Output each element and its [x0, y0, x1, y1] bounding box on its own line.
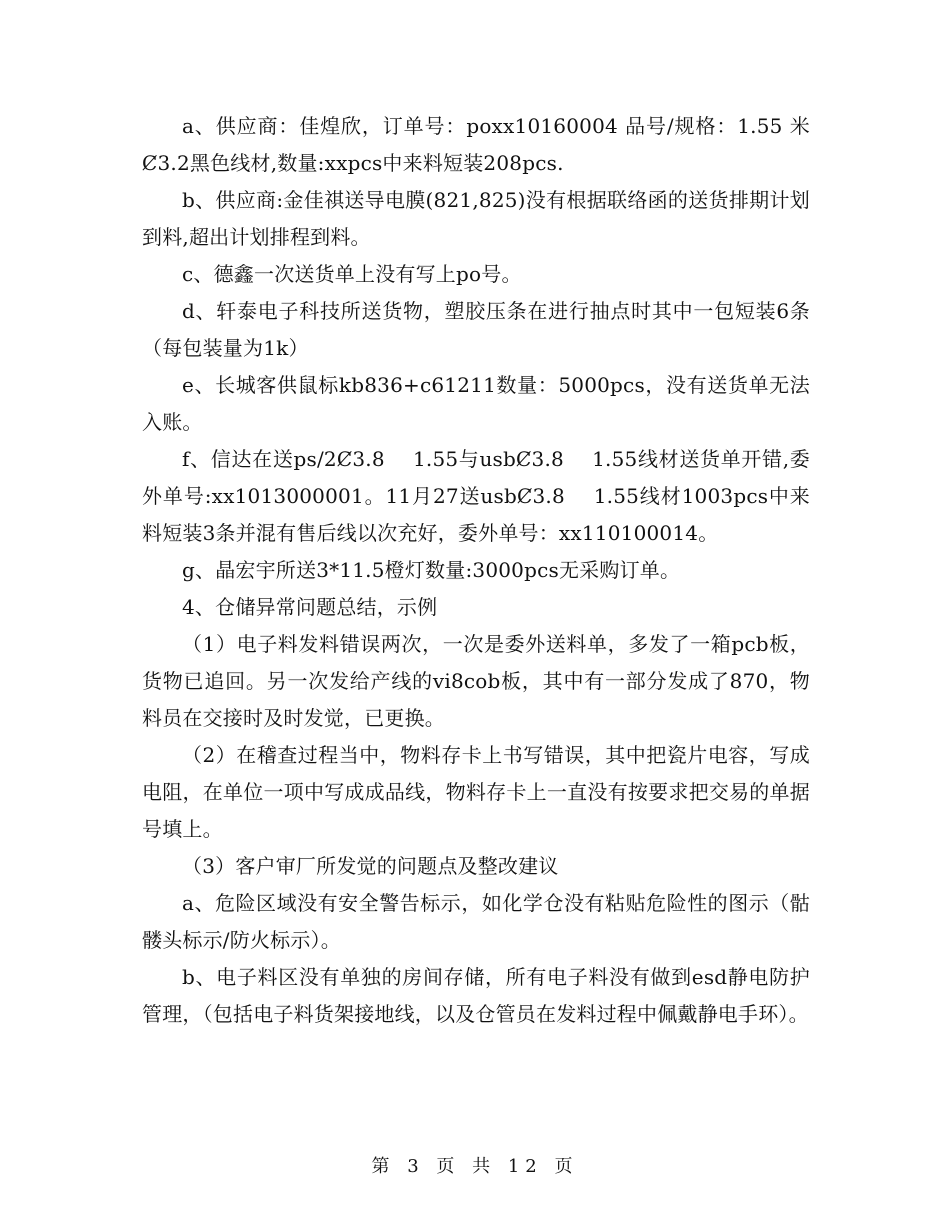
paragraph-supplier-c: c、德鑫一次送货单上没有写上po号。 — [182, 262, 522, 286]
paragraph-supplier-a: a、供应商：佳煌欣，订单号：poxx10160004 品号/规格：1.55 米Ȼ3.2黑色线材,数量:xxpcs中来料短装208pcs. — [142, 114, 810, 175]
paragraph-audit-a: a、危险区域没有安全警告标示，如化学仓没有粘贴危险性的图示（骷髅头标示/防火标示）。 — [142, 891, 810, 952]
paragraph-supplier-e: e、长城客供鼠标kb836+c61211数量：5000pcs，没有送货单无法入账。 — [142, 373, 810, 434]
page-number-footer: 第 3 页 共 12 页 — [371, 1156, 579, 1177]
paragraph-supplier-g: g、晶宏宇所送3*11.5橙灯数量:3000pcs无采购订单。 — [182, 558, 681, 582]
paragraph-item-3: （3）客户审厂所发觉的问题点及整改建议 — [182, 854, 559, 878]
paragraph-item-2: （2）在稽查过程当中，物料存卡上书写错误，其中把瓷片电容，写成电阻，在单位一项中写成成品线，物料存卡上一直没有按要求把交易的单据号填上。 — [142, 743, 810, 841]
paragraph-item-1: （1）电子料发料错误两次，一次是委外送料单，多发了一箱pcb板，货物已追回。另一次发给产线的vi8cob板，其中有一部分发成了870，物料员在交接时及时发觉，已更换。 — [142, 632, 810, 730]
section-heading-storage: 4、仓储异常问题总结，示例 — [182, 595, 438, 619]
paragraph-supplier-d: d、轩泰电子科技所送货物，塑胶压条在进行抽点时其中一包短装6条（每包装量为1k） — [142, 299, 810, 360]
document-body — [142, 108, 810, 1033]
paragraph-supplier-b: b、供应商:金佳祺送导电膜(821,825)没有根据联络函的送货排期计划到料,超出计划排程到料。 — [142, 188, 810, 249]
paragraph-supplier-f: f、信达在送ps/2Ȼ3.8 1.55与usbȻ3.8 1.55线材送货单开错,委外单号:xx1013000001。11月27送usbȻ3.8 1.55线材1003pcs中来料短装3条并混有售后线以次充好，委外单号：xx110100014。 — [142, 447, 810, 545]
paragraph-audit-b: b、电子料区没有单独的房间存储，所有电子料没有做到esd静电防护管理，（包括电子料货架接地线，以及仓管员在发料过程中佩戴静电手环）。 — [142, 965, 810, 1026]
